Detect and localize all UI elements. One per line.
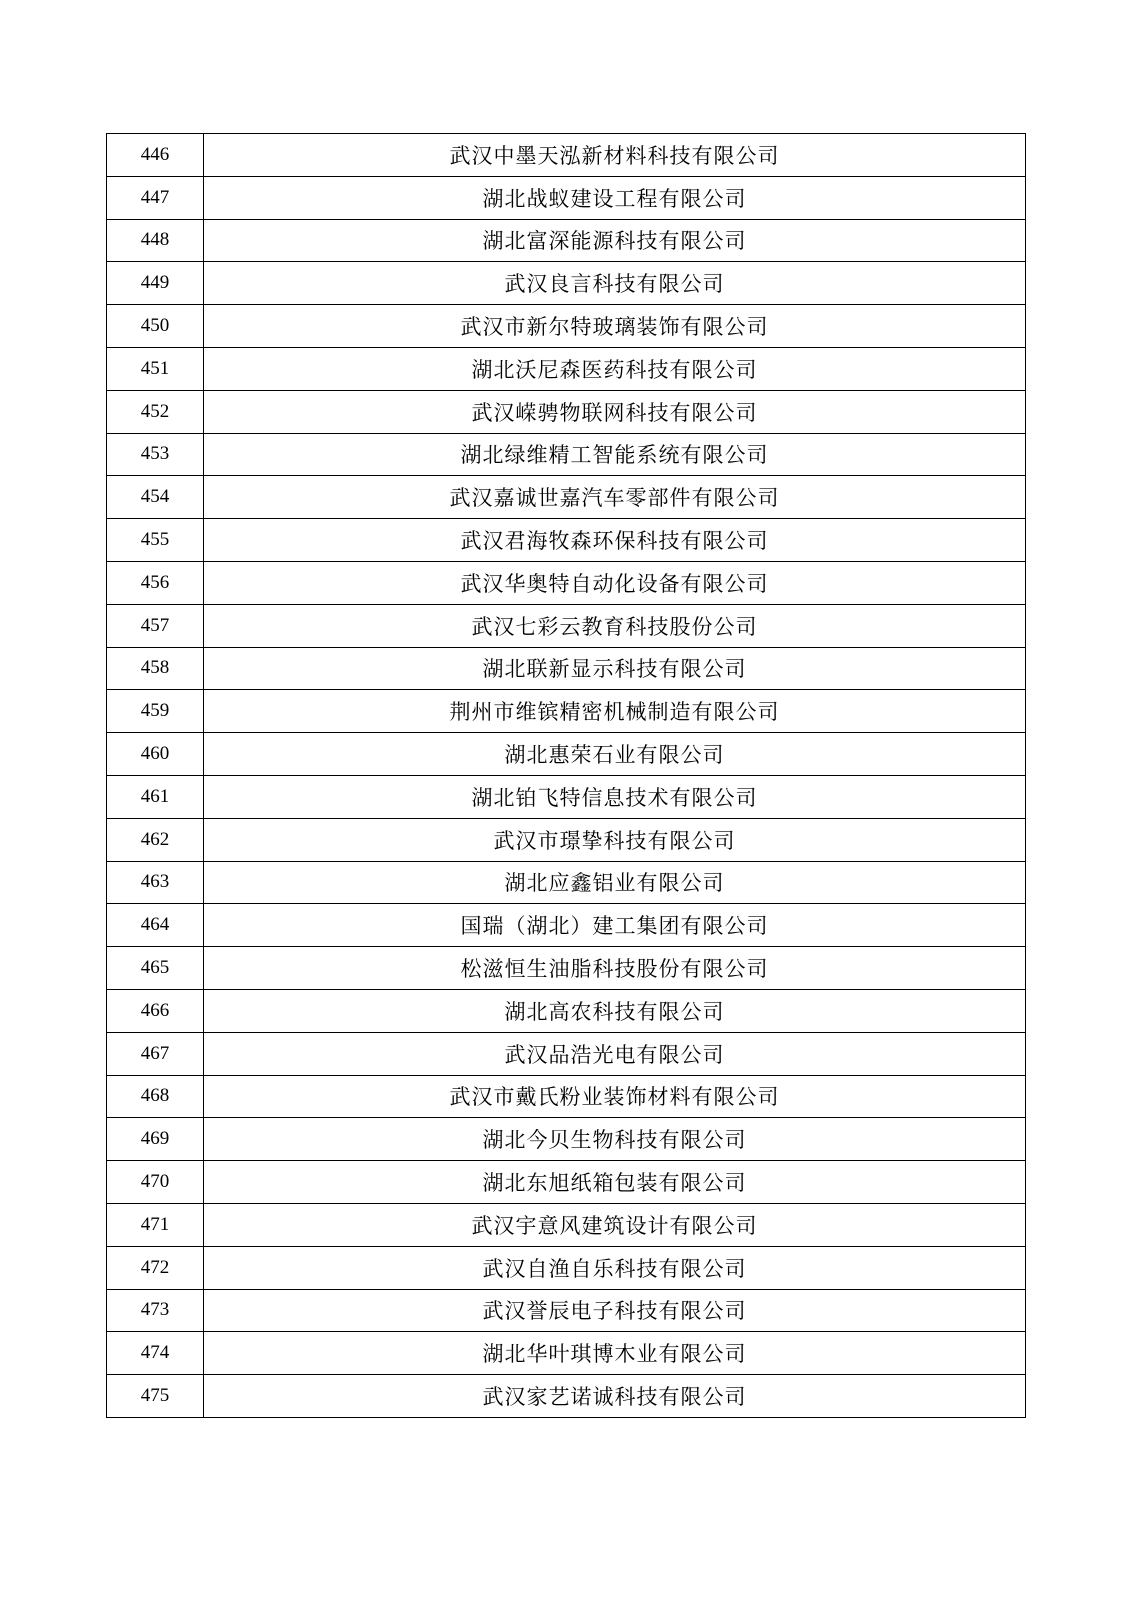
row-number-cell: 446 <box>107 134 204 177</box>
company-name-cell: 国瑞（湖北）建工集团有限公司 <box>204 904 1026 947</box>
row-number-cell: 461 <box>107 775 204 818</box>
table-row <box>107 818 1026 861</box>
company-name-cell: 武汉嵘骋物联网科技有限公司 <box>204 390 1026 433</box>
row-number-cell: 450 <box>107 305 204 348</box>
table-row <box>107 1075 1026 1118</box>
row-number-cell: 467 <box>107 1032 204 1075</box>
company-name-cell: 武汉市新尔特玻璃装饰有限公司 <box>204 305 1026 348</box>
row-number-cell: 468 <box>107 1075 204 1118</box>
row-number-cell: 454 <box>107 476 204 519</box>
table-row <box>107 690 1026 733</box>
row-number-cell: 471 <box>107 1203 204 1246</box>
company-name-cell: 武汉宇意风建筑设计有限公司 <box>204 1203 1026 1246</box>
company-name-cell: 湖北绿维精工智能系统有限公司 <box>204 433 1026 476</box>
table-row <box>107 134 1026 177</box>
company-name-cell: 武汉誉辰电子科技有限公司 <box>204 1289 1026 1332</box>
company-name-cell: 湖北战蚁建设工程有限公司 <box>204 176 1026 219</box>
row-number-cell: 475 <box>107 1375 204 1418</box>
company-name-cell: 武汉市戴氏粉业装饰材料有限公司 <box>204 1075 1026 1118</box>
row-number-cell: 457 <box>107 604 204 647</box>
company-name-cell: 湖北应鑫铝业有限公司 <box>204 861 1026 904</box>
table-row <box>107 1161 1026 1204</box>
row-number-cell: 465 <box>107 947 204 990</box>
table-row <box>107 947 1026 990</box>
table-row <box>107 1032 1026 1075</box>
company-name-cell: 武汉品浩光电有限公司 <box>204 1032 1026 1075</box>
company-name-cell: 武汉中墨天泓新材料科技有限公司 <box>204 134 1026 177</box>
row-number-cell: 469 <box>107 1118 204 1161</box>
company-name-cell: 武汉君海牧森环保科技有限公司 <box>204 519 1026 562</box>
row-number-cell: 460 <box>107 733 204 776</box>
row-number-cell: 470 <box>107 1161 204 1204</box>
table-row <box>107 347 1026 390</box>
company-name-cell: 湖北惠荣石业有限公司 <box>204 733 1026 776</box>
company-name-cell: 湖北铂飞特信息技术有限公司 <box>204 775 1026 818</box>
table-row <box>107 989 1026 1032</box>
company-name-cell: 松滋恒生油脂科技股份有限公司 <box>204 947 1026 990</box>
row-number-cell: 474 <box>107 1332 204 1375</box>
table-row <box>107 476 1026 519</box>
row-number-cell: 472 <box>107 1246 204 1289</box>
table-row <box>107 176 1026 219</box>
table-row <box>107 904 1026 947</box>
row-number-cell: 463 <box>107 861 204 904</box>
row-number-cell: 458 <box>107 647 204 690</box>
row-number-cell: 473 <box>107 1289 204 1332</box>
row-number-cell: 464 <box>107 904 204 947</box>
table-row <box>107 1246 1026 1289</box>
company-name-cell: 湖北联新显示科技有限公司 <box>204 647 1026 690</box>
table-row <box>107 861 1026 904</box>
company-name-cell: 武汉七彩云教育科技股份公司 <box>204 604 1026 647</box>
company-name-cell: 荆州市维镔精密机械制造有限公司 <box>204 690 1026 733</box>
row-number-cell: 449 <box>107 262 204 305</box>
company-list-body <box>107 134 1026 1418</box>
company-name-cell: 武汉自渔自乐科技有限公司 <box>204 1246 1026 1289</box>
row-number-cell: 462 <box>107 818 204 861</box>
company-name-cell: 湖北今贝生物科技有限公司 <box>204 1118 1026 1161</box>
table-row <box>107 1289 1026 1332</box>
company-name-cell: 武汉华奥特自动化设备有限公司 <box>204 561 1026 604</box>
row-number-cell: 452 <box>107 390 204 433</box>
table-row <box>107 561 1026 604</box>
row-number-cell: 447 <box>107 176 204 219</box>
table-row <box>107 433 1026 476</box>
company-name-cell: 湖北富深能源科技有限公司 <box>204 219 1026 262</box>
table-row <box>107 1375 1026 1418</box>
row-number-cell: 448 <box>107 219 204 262</box>
table-row <box>107 733 1026 776</box>
row-number-cell: 466 <box>107 989 204 1032</box>
company-list-table <box>106 133 1026 1418</box>
company-name-cell: 湖北华叶琪博木业有限公司 <box>204 1332 1026 1375</box>
company-name-cell: 湖北东旭纸箱包装有限公司 <box>204 1161 1026 1204</box>
row-number-cell: 456 <box>107 561 204 604</box>
company-name-cell: 武汉良言科技有限公司 <box>204 262 1026 305</box>
table-row <box>107 1203 1026 1246</box>
company-name-cell: 武汉嘉诚世嘉汽车零部件有限公司 <box>204 476 1026 519</box>
company-name-cell: 武汉家艺诺诚科技有限公司 <box>204 1375 1026 1418</box>
row-number-cell: 451 <box>107 347 204 390</box>
table-row <box>107 390 1026 433</box>
row-number-cell: 453 <box>107 433 204 476</box>
table-row <box>107 604 1026 647</box>
table-row <box>107 647 1026 690</box>
table-row <box>107 1332 1026 1375</box>
table-row <box>107 1118 1026 1161</box>
row-number-cell: 455 <box>107 519 204 562</box>
company-name-cell: 武汉市璟挚科技有限公司 <box>204 818 1026 861</box>
row-number-cell: 459 <box>107 690 204 733</box>
table-row <box>107 262 1026 305</box>
company-name-cell: 湖北高农科技有限公司 <box>204 989 1026 1032</box>
table-row <box>107 305 1026 348</box>
table-row <box>107 219 1026 262</box>
table-row <box>107 519 1026 562</box>
company-name-cell: 湖北沃尼森医药科技有限公司 <box>204 347 1026 390</box>
table-row <box>107 775 1026 818</box>
